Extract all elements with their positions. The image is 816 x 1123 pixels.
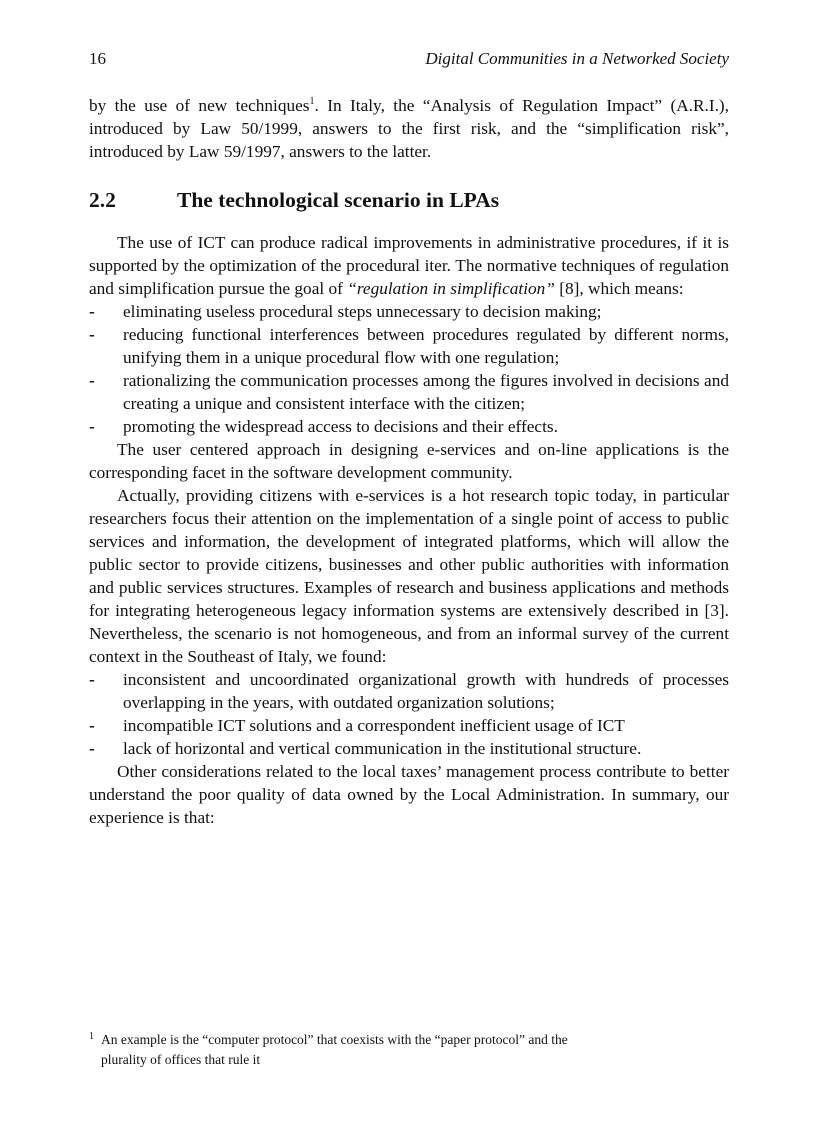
paragraph-4: Other considerations related to the local taxes’ management process contribute to better understand the poor quality of data owned by the Local Administration. In summary, our experience is that: <box>89 762 729 827</box>
section-number: 2.2 <box>89 188 116 212</box>
list-item: - incompatible ICT solutions and a correspondent inefficient usage of ICT <box>89 714 729 737</box>
footnote <box>89 1030 729 1070</box>
intro-paragraph: by the use of new techniques$^1$. In Italy, the “Analysis of Regulation Impact” (A.R.I.), introduced by Law 50/1999, answers to the first risk, and the “simplification risk”, introduced by Law 59/1997, answers to the latter. <box>89 96 729 161</box>
section-title: The technological scenario in LPAs <box>177 188 500 212</box>
list-survey-findings <box>89 668 729 760</box>
section-heading <box>89 187 729 213</box>
list-item: - inconsistent and uncoordinated organizational growth with hundreds of processes overlapping in the years, with outdated organization solutions; <box>89 668 729 714</box>
running-head <box>89 49 729 73</box>
footnote-text-line2: plurality of offices that rule it <box>101 1052 261 1067</box>
list-item: - promoting the widespread access to decisions and their effects. <box>89 415 729 438</box>
list-item: - reducing functional interferences between procedures regulated by different norms, unifying them in a unique procedural flow with one regulation; <box>89 323 729 369</box>
paragraph-3: Actually, providing citizens with e-services is a hot research topic today, in particular researchers focus their attention on the implementation of a single point of access to public services and information, the development of integrated platforms, which will allow the public sector to provide citizens, businesses and other public authorities with information and public services structures. Examples of research and business applications and methods for integrating heterogeneous legacy information systems are extensively described in [3]. Nevertheless, the scenario is not homogeneous, and from an informal survey of the current context in the Southeast of Italy, we found: <box>89 486 729 666</box>
list-item: - rationalizing the communication processes among the figures involved in decisions and creating a unique and consistent interface with the citizen; <box>89 369 729 415</box>
footnote-reference[interactable]: 1 <box>309 96 315 107</box>
paragraph-2: The user centered approach in designing e-services and on-line applications is the corresponding facet in the software development community. <box>89 440 729 482</box>
body-text <box>89 94 729 829</box>
list-item: - lack of horizontal and vertical communication in the institutional structure. <box>89 737 729 760</box>
book-title: Digital Communities in a Networked Society <box>425 49 729 68</box>
page-number: 16 <box>89 49 106 68</box>
list-item: - eliminating useless procedural steps unnecessary to decision making; <box>89 300 729 323</box>
list-regulation-goals <box>89 300 729 438</box>
paragraph-1: The use of ICT can produce radical improvements in administrative procedures, if it is supported by the optimization of the procedural iter. The normative techniques of regulation and simplification pursue the goal of “regulation in simplification” [8], which means: <box>89 233 729 298</box>
italic-phrase: “regulation in simplification” <box>347 279 555 298</box>
footnote-mark: 1 <box>89 1031 94 1042</box>
footnote-text-line1: An example is the “computer protocol” that coexists with the “paper protocol” and the <box>101 1032 568 1047</box>
